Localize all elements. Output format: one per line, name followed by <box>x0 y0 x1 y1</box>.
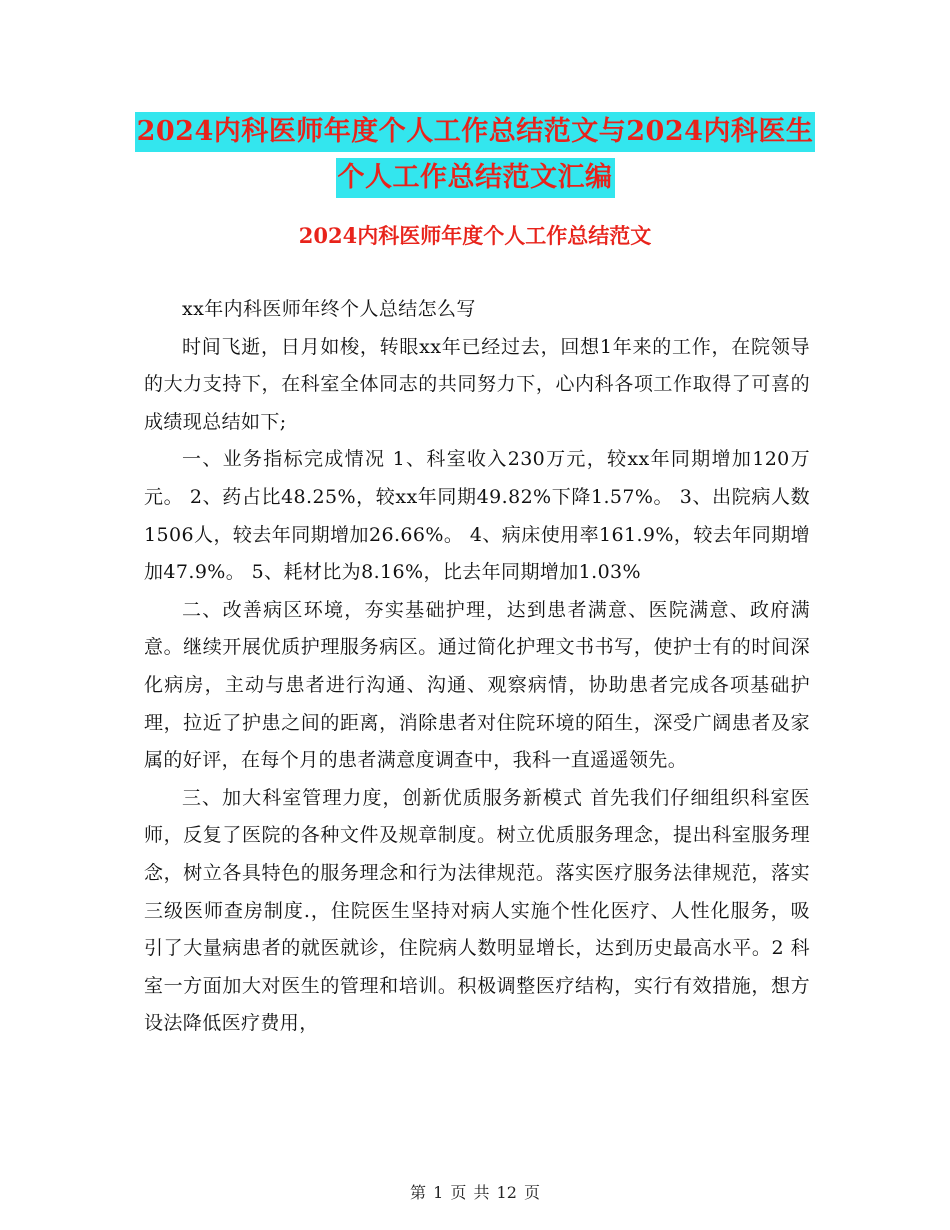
section-heading: 2024内科医师年度个人工作总结范文 <box>298 223 652 248</box>
title-line-1: 2024内科医师年度个人工作总结范文与2024内科医生 <box>135 112 816 152</box>
paragraph: xx年内科医师年终个人总结怎么写 <box>182 298 476 320</box>
document-title <box>0 112 950 198</box>
paragraph: 二、改善病区环境，夯实基础护理，达到患者满意、医院满意、政府满意。继续开展优质护理服务病区。通过简化护理文书书写，使护士有的时间深化病房，主动与患者进行沟通、沟通、观察病情，协助患者完成各项基础护理，拉近了护患之间的距离，消除患者对住院环境的陌生，深受广阔患者及家属的好评，在每个月的患者满意度调查中，我科一直遥遥领先。 <box>144 598 810 772</box>
title-line-2: 个人工作总结范文汇编 <box>336 158 615 198</box>
paragraph: 时间飞逝，日月如梭，转眼xx年已经过去，回想1年来的工作，在院领导的大力支持下，在科室全体同志的共同努力下，心内科各项工作取得了可喜的成绩现总结如下; <box>144 335 810 433</box>
page-footer: 第 1 页 共 12 页 <box>410 1183 540 1202</box>
document-body <box>144 291 810 1043</box>
paragraph: 一、业务指标完成情况 1、科室收入230万元，较xx年同期增加120万元。 2、药占比48.25%，较xx年同期49.82%下降1.57%。 3、出院病人数1506人，较去年同期增加26.66%。 4、病床使用率161.9%，较去年同期增加47.9%。 5、耗材比为8.16%，比去年同期增加1.03% <box>144 448 810 584</box>
paragraph: 三、加大科室管理力度，创新优质服务新模式 首先我们仔细组织科室医师，反复了医院的各种文件及规章制度。树立优质服务理念，提出科室服务理念，树立各具特色的服务理念和行为法律规范。落实医疗服务法律规范，落实三级医师查房制度.，住院医生坚持对病人实施个性化医疗、人性化服务，吸引了大量病患者的就医就诊，住院病人数明显增长，达到历史最高水平。2 科室一方面加大对医生的管理和培训。积极调整医疗结构，实行有效措施，想方设法降低医疗费用， <box>144 786 810 1035</box>
